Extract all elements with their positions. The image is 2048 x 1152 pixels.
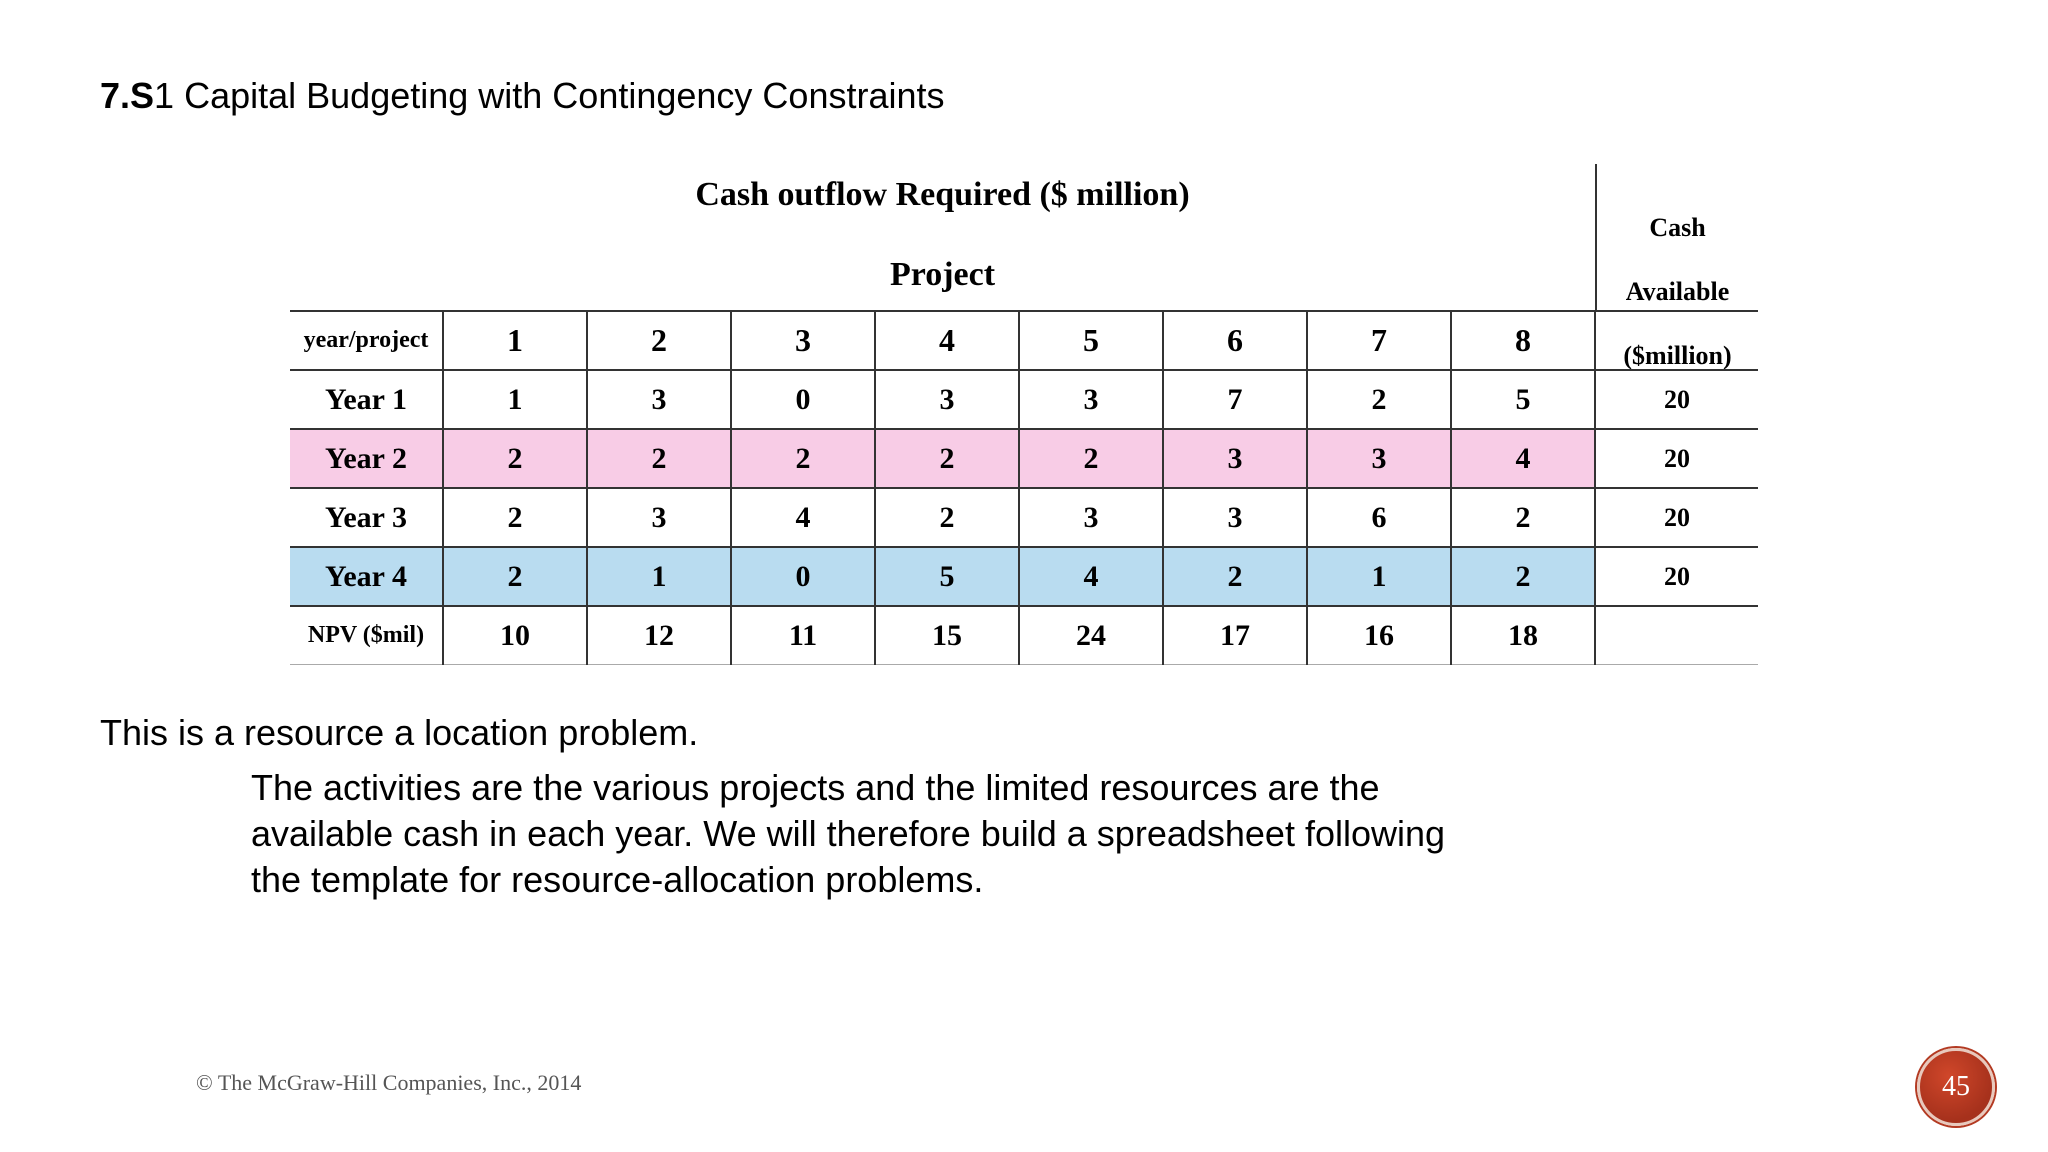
npv-value: 15: [875, 606, 1019, 665]
cell-value: 0: [731, 370, 875, 429]
intro-text: This is a resource a location problem.: [100, 712, 699, 753]
table-row-year-4: [290, 547, 1758, 606]
cash-header-line-2: Available: [1625, 277, 1730, 306]
project-number: 2: [587, 311, 731, 370]
project-number: 7: [1307, 311, 1451, 370]
paragraph-line: the template for resource-allocation problems.: [251, 859, 984, 900]
row-label: NPV ($mil): [290, 606, 443, 665]
corner-label: year/project: [290, 311, 443, 370]
cash-outflow-table: [290, 164, 1758, 658]
project-number: 5: [1019, 311, 1163, 370]
copyright-footer: © The McGraw-Hill Companies, Inc., 2014: [196, 1070, 582, 1095]
row-label: Year 4: [290, 547, 443, 606]
cell-value: 5: [875, 547, 1019, 606]
project-number: 6: [1163, 311, 1307, 370]
npv-value: 10: [443, 606, 587, 665]
cell-value: 1: [587, 547, 731, 606]
cash-header-line-1: Cash: [1649, 213, 1706, 242]
cash-available-value: 20: [1595, 370, 1758, 429]
cell-value: 1: [443, 370, 587, 429]
cash-header-spacer: [1595, 311, 1758, 370]
cell-value: 2: [1451, 547, 1595, 606]
cell-value: 6: [1307, 488, 1451, 547]
cell-value: 3: [1019, 488, 1163, 547]
body-paragraph: [251, 765, 1571, 903]
cell-value: 2: [443, 429, 587, 488]
project-number: 8: [1451, 311, 1595, 370]
cell-value: 1: [1307, 547, 1451, 606]
slide-title: [100, 72, 945, 120]
cash-available-value: 20: [1595, 488, 1758, 547]
cell-value: 3: [587, 488, 731, 547]
project-header-row: [290, 311, 1758, 370]
cell-value: 2: [587, 429, 731, 488]
cash-available-value: [1595, 606, 1758, 665]
cell-value: 3: [587, 370, 731, 429]
project-number: 3: [731, 311, 875, 370]
cell-value: 3: [1163, 488, 1307, 547]
cell-value: 5: [1451, 370, 1595, 429]
row-label: Year 2: [290, 429, 443, 488]
table-row-year-2: [290, 429, 1758, 488]
cell-value: 3: [1307, 429, 1451, 488]
cell-value: 2: [1019, 429, 1163, 488]
table-main-header: Cash outflow Required ($ million): [695, 176, 1190, 213]
cell-value: 2: [443, 488, 587, 547]
cell-value: 2: [875, 488, 1019, 547]
table-project-header: Project: [889, 256, 996, 293]
paragraph-line: The activities are the various projects and the limited resources are the: [251, 767, 1380, 808]
project-number: 1: [443, 311, 587, 370]
paragraph-line: available cash in each year. We will therefore build a spreadsheet following: [251, 813, 1446, 854]
row-label: Year 3: [290, 488, 443, 547]
project-number: 4: [875, 311, 1019, 370]
table-row-year-3: [290, 488, 1758, 547]
slide-title-number: 7.S: [100, 75, 155, 116]
cell-value: 2: [1307, 370, 1451, 429]
cell-value: 7: [1163, 370, 1307, 429]
page-number-badge: 45: [1917, 1048, 1995, 1126]
cash-available-value: 20: [1595, 547, 1758, 606]
cell-value: 3: [1019, 370, 1163, 429]
cell-value: 4: [1019, 547, 1163, 606]
cell-value: 3: [875, 370, 1019, 429]
data-grid: [290, 310, 1758, 665]
table-row-npv: [290, 606, 1758, 665]
npv-value: 11: [731, 606, 875, 665]
cell-value: 4: [731, 488, 875, 547]
cell-value: 2: [1451, 488, 1595, 547]
npv-value: 17: [1163, 606, 1307, 665]
cell-value: 0: [731, 547, 875, 606]
table-row-year-1: [290, 370, 1758, 429]
slide-title-text: 1 Capital Budgeting with Contingency Constraints: [154, 75, 945, 116]
cell-value: 2: [875, 429, 1019, 488]
cell-value: 2: [731, 429, 875, 488]
npv-value: 16: [1307, 606, 1451, 665]
cell-value: 2: [443, 547, 587, 606]
cash-available-value: 20: [1595, 429, 1758, 488]
cell-value: 3: [1163, 429, 1307, 488]
npv-value: 24: [1019, 606, 1163, 665]
row-label: Year 1: [290, 370, 443, 429]
cell-value: 2: [1163, 547, 1307, 606]
cell-value: 4: [1451, 429, 1595, 488]
cash-header-line-3: ($million): [1623, 341, 1732, 370]
npv-value: 18: [1451, 606, 1595, 665]
npv-value: 12: [587, 606, 731, 665]
